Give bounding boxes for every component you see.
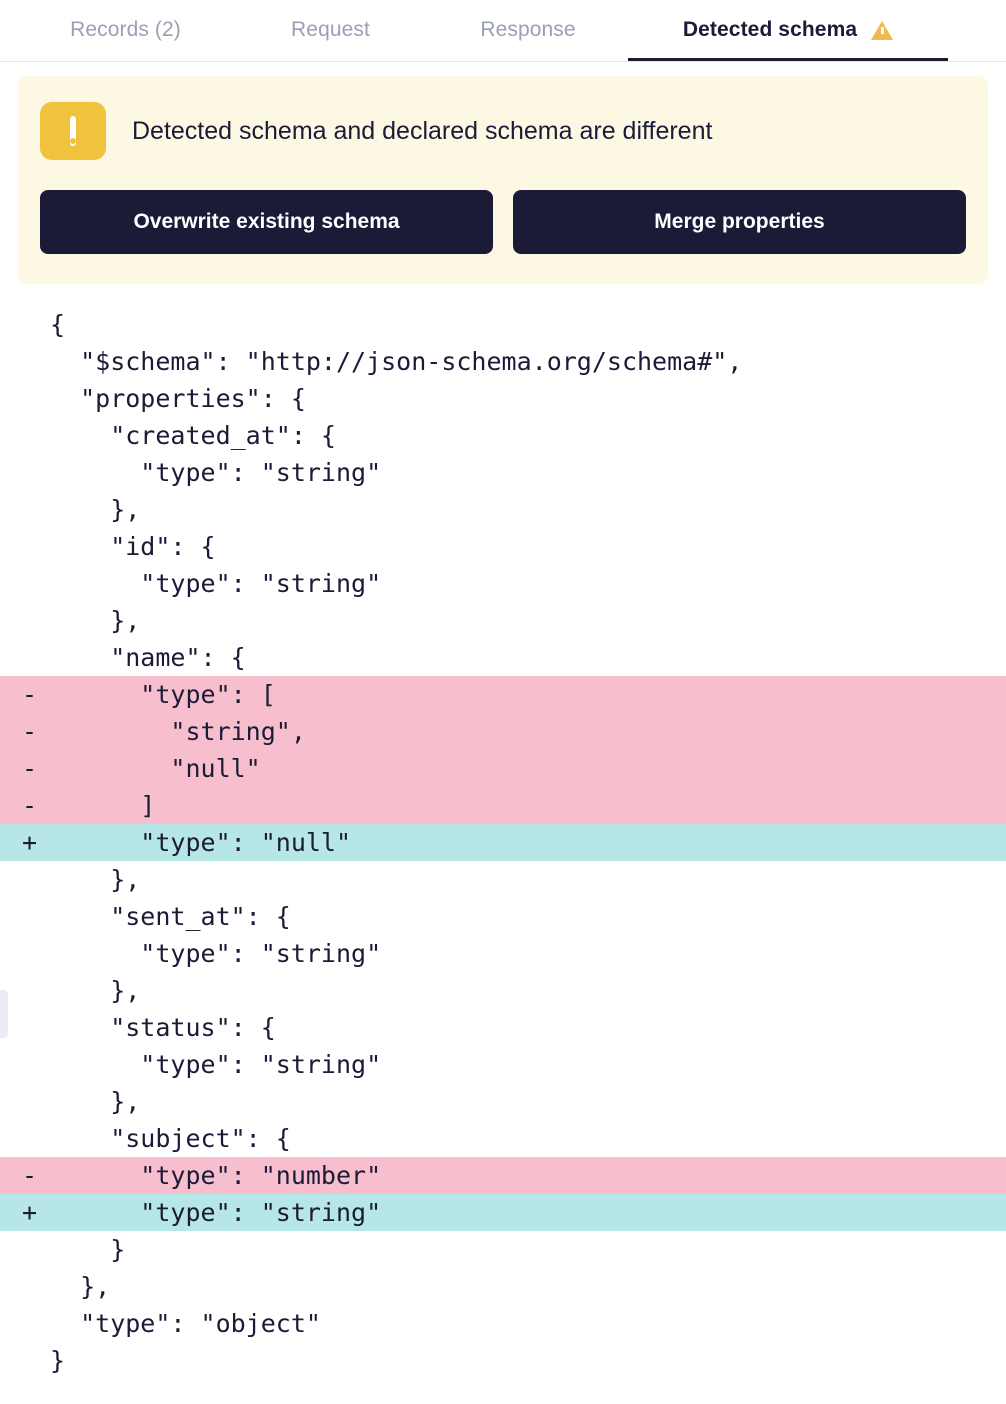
merge-properties-button[interactable]: Merge properties <box>513 190 966 254</box>
diff-line <box>0 787 1006 824</box>
diff-line <box>0 417 1006 454</box>
diff-marker: - <box>22 754 38 783</box>
diff-text: "type": "string" <box>50 569 382 598</box>
diff-text: ] <box>50 791 156 820</box>
diff-line <box>0 1083 1006 1120</box>
diff-text: "created_at": { <box>50 421 336 450</box>
diff-marker: + <box>22 1198 38 1227</box>
diff-text: } <box>50 1346 66 1375</box>
diff-line <box>0 972 1006 1009</box>
diff-line <box>0 343 1006 380</box>
diff-text: "properties": { <box>50 384 306 413</box>
diff-line <box>0 1231 1006 1268</box>
tab-bar <box>0 0 1006 62</box>
diff-line <box>0 750 1006 787</box>
diff-text: "subject": { <box>50 1124 291 1153</box>
schema-diff-view <box>0 306 1006 1379</box>
diff-line <box>0 602 1006 639</box>
diff-marker: - <box>22 717 38 746</box>
diff-text: }, <box>50 865 141 894</box>
alert-header <box>40 102 966 160</box>
diff-line <box>0 713 1006 750</box>
diff-text: "string", <box>50 717 306 746</box>
diff-line <box>0 1305 1006 1342</box>
diff-line <box>0 306 1006 343</box>
diff-text: }, <box>50 1272 111 1301</box>
diff-line <box>0 1046 1006 1083</box>
exclamation-icon <box>40 102 106 160</box>
diff-line <box>0 528 1006 565</box>
diff-text: "status": { <box>50 1013 276 1042</box>
diff-line <box>0 454 1006 491</box>
diff-line <box>0 565 1006 602</box>
diff-text: "type": "number" <box>50 1161 382 1190</box>
warning-triangle-icon <box>871 21 893 40</box>
tab-request[interactable] <box>233 8 428 61</box>
diff-line <box>0 898 1006 935</box>
diff-text: "type": "string" <box>50 1050 382 1079</box>
diff-text: }, <box>50 495 141 524</box>
diff-line <box>0 676 1006 713</box>
diff-marker: - <box>22 791 38 820</box>
diff-text: "id": { <box>50 532 216 561</box>
tab-detected-schema[interactable] <box>628 8 948 61</box>
diff-line <box>0 1342 1006 1379</box>
tab-request-label: Request <box>291 18 370 41</box>
diff-text: "type": [ <box>50 680 276 709</box>
alert-actions <box>40 190 966 254</box>
diff-line <box>0 1157 1006 1194</box>
diff-line <box>0 1194 1006 1231</box>
diff-line <box>0 491 1006 528</box>
diff-marker: + <box>22 828 38 857</box>
alert-title: Detected schema and declared schema are different <box>132 116 713 145</box>
overwrite-existing-schema-button[interactable]: Overwrite existing schema <box>40 190 493 254</box>
diff-text: "name": { <box>50 643 246 672</box>
diff-text: }, <box>50 976 141 1005</box>
diff-line <box>0 380 1006 417</box>
tab-response[interactable] <box>428 8 628 61</box>
diff-text: "null" <box>50 754 261 783</box>
diff-text: "type": "null" <box>50 828 352 857</box>
diff-line <box>0 861 1006 898</box>
diff-text: "sent_at": { <box>50 902 291 931</box>
diff-line <box>0 935 1006 972</box>
diff-text: "type": "string" <box>50 1198 382 1227</box>
diff-text: "$schema": "http://json-schema.org/schema#", <box>50 347 743 376</box>
diff-text: "type": "string" <box>50 939 382 968</box>
diff-line <box>0 1268 1006 1305</box>
tab-response-label: Response <box>480 18 576 41</box>
diff-marker: - <box>22 1161 38 1190</box>
scroll-handle[interactable] <box>0 990 8 1038</box>
tab-detected-schema-label: Detected schema <box>682 18 858 41</box>
diff-text: { <box>50 310 66 339</box>
diff-text: "type": "string" <box>50 458 382 487</box>
diff-text: }, <box>50 1087 141 1116</box>
diff-line <box>0 639 1006 676</box>
diff-text: "type": "object" <box>50 1309 321 1338</box>
diff-text: }, <box>50 606 141 635</box>
diff-line <box>0 1009 1006 1046</box>
diff-text: } <box>50 1235 126 1264</box>
tab-records[interactable] <box>18 8 233 61</box>
diff-line <box>0 1120 1006 1157</box>
schema-mismatch-alert <box>18 76 988 284</box>
diff-line <box>0 824 1006 861</box>
tab-records-label: Records (2) <box>70 18 181 41</box>
diff-marker: - <box>22 680 38 709</box>
